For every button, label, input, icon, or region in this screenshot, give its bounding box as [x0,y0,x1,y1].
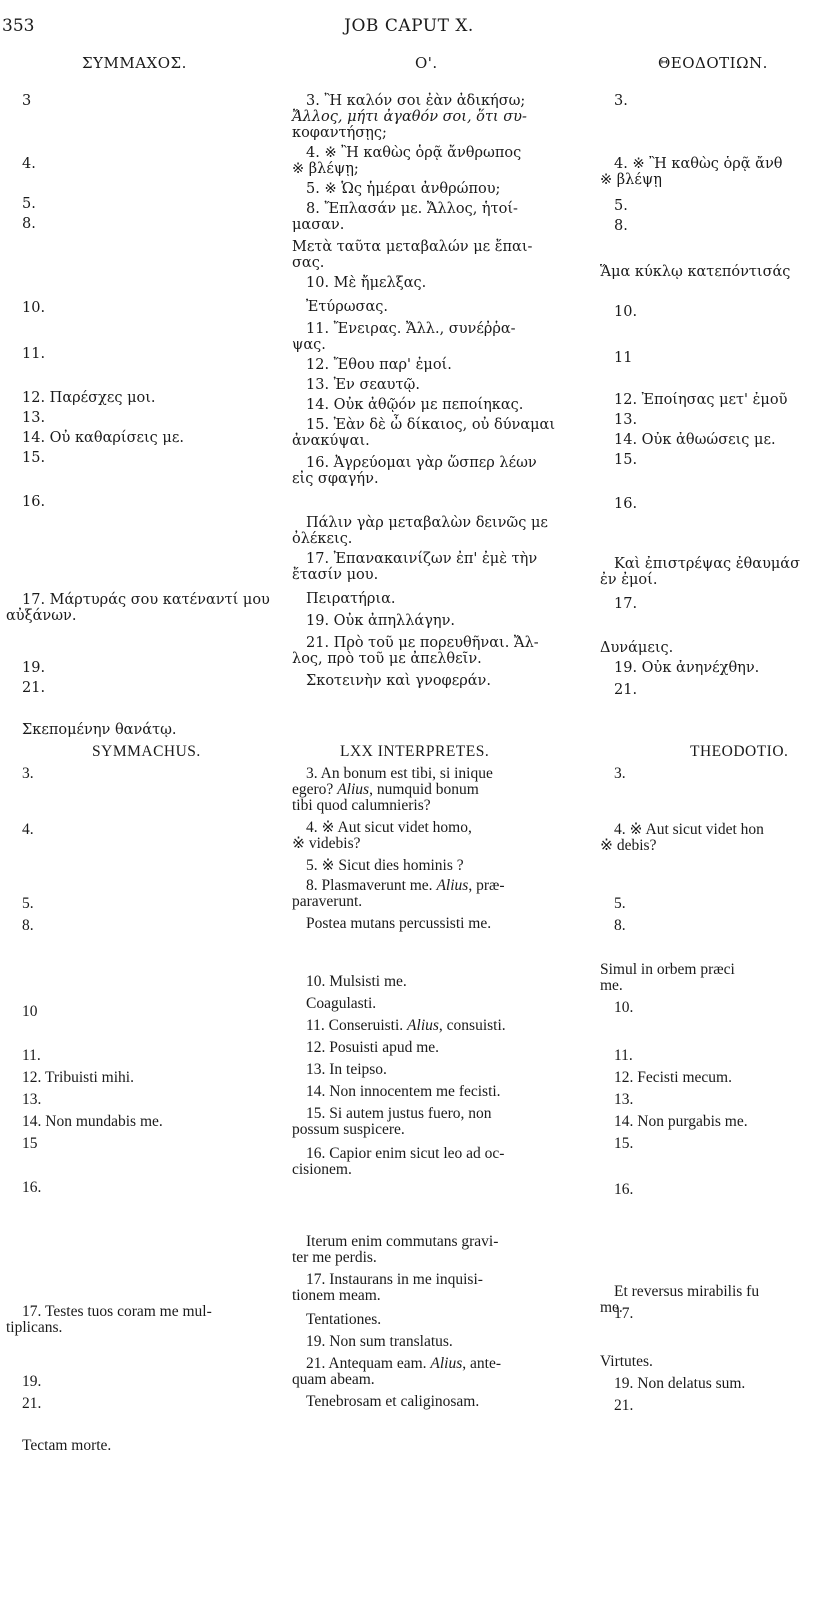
verse-line-cont: paraverunt. [292,893,363,910]
verse-line: 4. [22,821,34,838]
verse-line: 21. [614,1398,634,1414]
verse-line-cont: tionem meam. [292,1287,381,1304]
symmachus-greek-heading: ΣΥΜΜΑΧΟΣ. [82,54,187,72]
verse-line: 14. Non mundabis me. [22,1113,163,1130]
verse-line: 19. Οὐκ ἀπηλλάγην. [306,613,456,629]
verse-line: Σκοτεινὴν καὶ γνοφεράν. [306,673,491,689]
verse-line-cont: ter me perdis. [292,1249,377,1266]
verse-line: 12. Fecisti mecum. [614,1070,732,1086]
verse-line: Πειρατήρια. [306,591,396,607]
verse-line: Tectam morte. [22,1437,112,1454]
lxx-greek-heading: O'. [415,54,438,72]
verse-line: 11. [22,346,46,362]
verse-line: 16. [22,1179,42,1196]
verse-line: Simul in orbem præci [600,962,735,978]
verse-line: 11. [614,1048,633,1064]
verse-line: 15. [614,452,638,468]
verse-line-cont: Ἄλλος, μήτι ἀγαθόν σοι, ὅτι συ- [292,109,527,125]
verse-line: 14. Οὐ καθαρίσεις με. [22,430,184,446]
verse-line-cont: cisionem. [292,1161,352,1178]
verse-line: Ἐτύρωσας. [306,299,388,315]
verse-line: 3. Ἢ καλόν σοι ἐὰν ἀδικήσω; [306,93,526,109]
verse-line: 19. Non sum translatus. [306,1333,453,1350]
verse-line: 16. [22,494,46,510]
verse-line: 11 [614,350,633,366]
verse-line: Πάλιν γὰρ μεταβαλὼν δεινῶς με [306,515,548,531]
verse-line: Δυνάμεις. [600,640,674,656]
verse-line: 10. Μὲ ἤμελξας. [306,275,427,291]
verse-line-cont: κοφαντήσῃς; [292,125,387,141]
verse-line: 13. [614,1092,634,1108]
verse-line: 5. [22,196,36,212]
verse-line: 15. Si autem justus fuero, non [306,1105,492,1122]
verse-line: 3 [22,93,32,109]
lxx-greek-column [292,93,562,689]
verse-line: 5. [614,198,628,214]
verse-line: 21. [614,682,638,698]
verse-line-cont: egero? Alius, numquid bonum [292,781,479,798]
verse-line: 17. Μάρτυράς σου κατέναντί μου [22,592,270,608]
symmachus-greek-column [6,93,276,109]
verse-line: Καὶ ἐπιστρέψας ἐθαυμάσ [614,556,800,572]
verse-line: Virtutes. [600,1354,653,1370]
verse-line-cont: ※ βλέψῃ [600,172,662,188]
verse-line: 15. [614,1136,634,1152]
verse-line: Coagulasti. [306,995,377,1012]
verse-line: 10. [614,304,638,320]
verse-line: 5. ※ Ὡς ἡμέραι ἀνθρώπου; [306,181,501,197]
verse-line: 12. Tribuisti mihi. [22,1069,134,1086]
verse-line: 10 [22,1003,38,1020]
verse-line: 4. ※ Ἢ καθὼς ὁρᾷ ἄνθ [614,156,783,172]
verse-line: 3. An bonum est tibi, si inique [306,765,493,782]
verse-line: 21. [22,1395,42,1412]
verse-line-cont: ψας. [292,337,326,353]
verse-line: 17. Ἐπανακαινίζων ἐπ' ἐμὲ τὴν [306,551,538,567]
verse-line: 13. [22,1091,42,1108]
running-title: JOB CAPUT X. [344,16,474,36]
verse-line: Postea mutans percussisti me. [306,915,492,932]
verse-line: 13. In teipso. [306,1061,387,1078]
verse-line: 17. Testes tuos coram me mul- [22,1303,212,1320]
verse-line: 3. [614,766,626,782]
verse-line-cont: ※ videbis? [292,835,361,852]
verse-line: Ἅμα κύκλῳ κατεπόντισάς [600,264,791,280]
verse-line: 8. Ἔπλασάν με. Ἄλλος, ἡτοί- [306,201,518,217]
verse-line: 10. Mulsisti me. [306,973,407,990]
symmachus-latin-column [6,766,276,782]
verse-line: 10. [22,300,46,316]
verse-line: 19. Non delatus sum. [614,1376,746,1392]
verse-line: 8. [614,218,628,234]
verse-line: 4. [22,156,36,172]
verse-line: Tenebrosam et caliginosam. [306,1393,480,1410]
verse-line: 15. Ἐὰν δὲ ὦ δίκαιος, οὐ δύναμαι [306,417,556,433]
lxx-latin-heading: LXX INTERPRETES. [340,743,490,760]
verse-line: 5. [614,896,626,912]
verse-line: 3. [22,765,34,782]
verse-line: 8. [22,216,36,232]
verse-line-cont: me. [600,977,623,994]
verse-line: 14. Οὐκ ἀθωώσεις με. [614,432,776,448]
verse-line: 16. Capior enim sicut leo ad oc- [306,1145,505,1162]
verse-line: 19. Οὐκ ἀνηνέχθην. [614,660,760,676]
verse-line: Μετὰ ταῦτα μεταβαλών με ἔπαι- [292,239,533,255]
verse-line-cont: tibi quod calumnieris? [292,797,431,814]
verse-line: 21. [22,680,46,696]
verse-line-cont: possum suspicere. [292,1121,405,1138]
verse-line: 14. Οὐκ ἀθῷόν με πεποίηκας. [306,397,524,413]
verse-line: Et reversus mirabilis fu [614,1284,760,1300]
verse-line: 16. [614,1182,634,1198]
verse-line-cont: ἐν ἐμοί. [600,572,658,588]
theodotio-latin-column [600,766,818,782]
verse-line: 5. [22,895,34,912]
verse-line-cont: αὐξάνων. [6,608,77,624]
verse-line: 17. [614,1306,634,1322]
verse-line-cont: σας. [292,255,325,271]
verse-line: 17. Instaurans in me inquisi- [306,1271,483,1288]
verse-line: 8. [22,917,34,934]
verse-line: 15. [22,450,46,466]
lxx-latin-column [292,766,562,1410]
verse-line: 21. Πρὸ τοῦ με πορευθῆναι. Ἄλ- [306,635,539,651]
verse-line: 17. [614,596,638,612]
verse-line: 16. Ἀγρεύομαι γὰρ ὥσπερ λέων [306,455,537,471]
verse-line-cont: εἰς σφαγήν. [292,471,379,487]
page-number: 353 [2,16,35,36]
verse-line: 14. Non purgabis me. [614,1114,748,1130]
verse-line: 19. [22,660,46,676]
verse-line: 11. Conseruisti. Alius, consuisti. [306,1017,506,1034]
verse-line: 13. Ἐν σεαυτῷ. [306,377,420,393]
verse-line: 21. Antequam eam. Alius, ante- [306,1355,502,1372]
verse-line: 11. [22,1047,41,1064]
verse-line: 13. [614,412,638,428]
verse-line: 4. ※ Ἢ καθὼς ὁρᾷ ἄνθρωπος [306,145,522,161]
verse-line: Σκεπομένην θανάτῳ. [22,722,177,738]
verse-line: 16. [614,496,638,512]
verse-line-cont: ἔτασίν μου. [292,567,379,583]
verse-line-cont: ※ debis? [600,837,657,854]
verse-line-cont: ※ βλέψῃ; [292,161,359,177]
verse-line: Iterum enim commutans gravi- [306,1233,499,1250]
symmachus-latin-heading: SYMMACHUS. [92,743,201,760]
verse-line: 4. ※ Aut sicut videt homo, [306,819,472,836]
verse-line-cont: ἀνακύψαι. [292,433,370,449]
verse-line: 12. Ἔθου παρ' ἐμοί. [306,357,452,373]
verse-line: 11. Ἔνειρας. Ἄλλ., συνέῤῥα- [306,321,516,337]
verse-line: Tentationes. [306,1311,382,1328]
verse-line-cont: ὀλέκεις. [292,531,353,547]
theodotion-greek-heading: ΘΕΟΔΟΤΙΩΝ. [658,54,768,72]
verse-line: 3. [614,93,628,109]
verse-line: 8. Plasmaverunt me. Alius, præ- [306,877,505,894]
verse-line: 15 [22,1135,38,1152]
verse-line-cont: quam abeam. [292,1371,375,1388]
verse-line-cont: λος, πρὸ τοῦ με ἀπελθεῖν. [292,651,482,667]
verse-line-cont: me. [600,1299,623,1316]
verse-line: 19. [22,1373,42,1390]
verse-line-cont: μασαν. [292,217,345,233]
verse-line: 12. Παρέσχες μοι. [22,390,156,406]
verse-line: 4. ※ Aut sicut videt hon [614,822,764,838]
verse-line: 14. Non innocentem me fecisti. [306,1083,501,1100]
verse-line: 12. Ἐποίησας μετ' ἐμοῦ [614,392,788,408]
theodotion-greek-column [600,93,818,109]
verse-line: 8. [614,918,626,934]
verse-line: 12. Posuisti apud me. [306,1039,440,1056]
verse-line: 13. [22,410,46,426]
theodotio-latin-heading: THEODOTIO. [690,743,789,760]
verse-line-cont: tiplicans. [6,1319,63,1336]
verse-line: 5. ※ Sicut dies hominis ? [306,857,464,874]
verse-line: 10. [614,1000,634,1016]
